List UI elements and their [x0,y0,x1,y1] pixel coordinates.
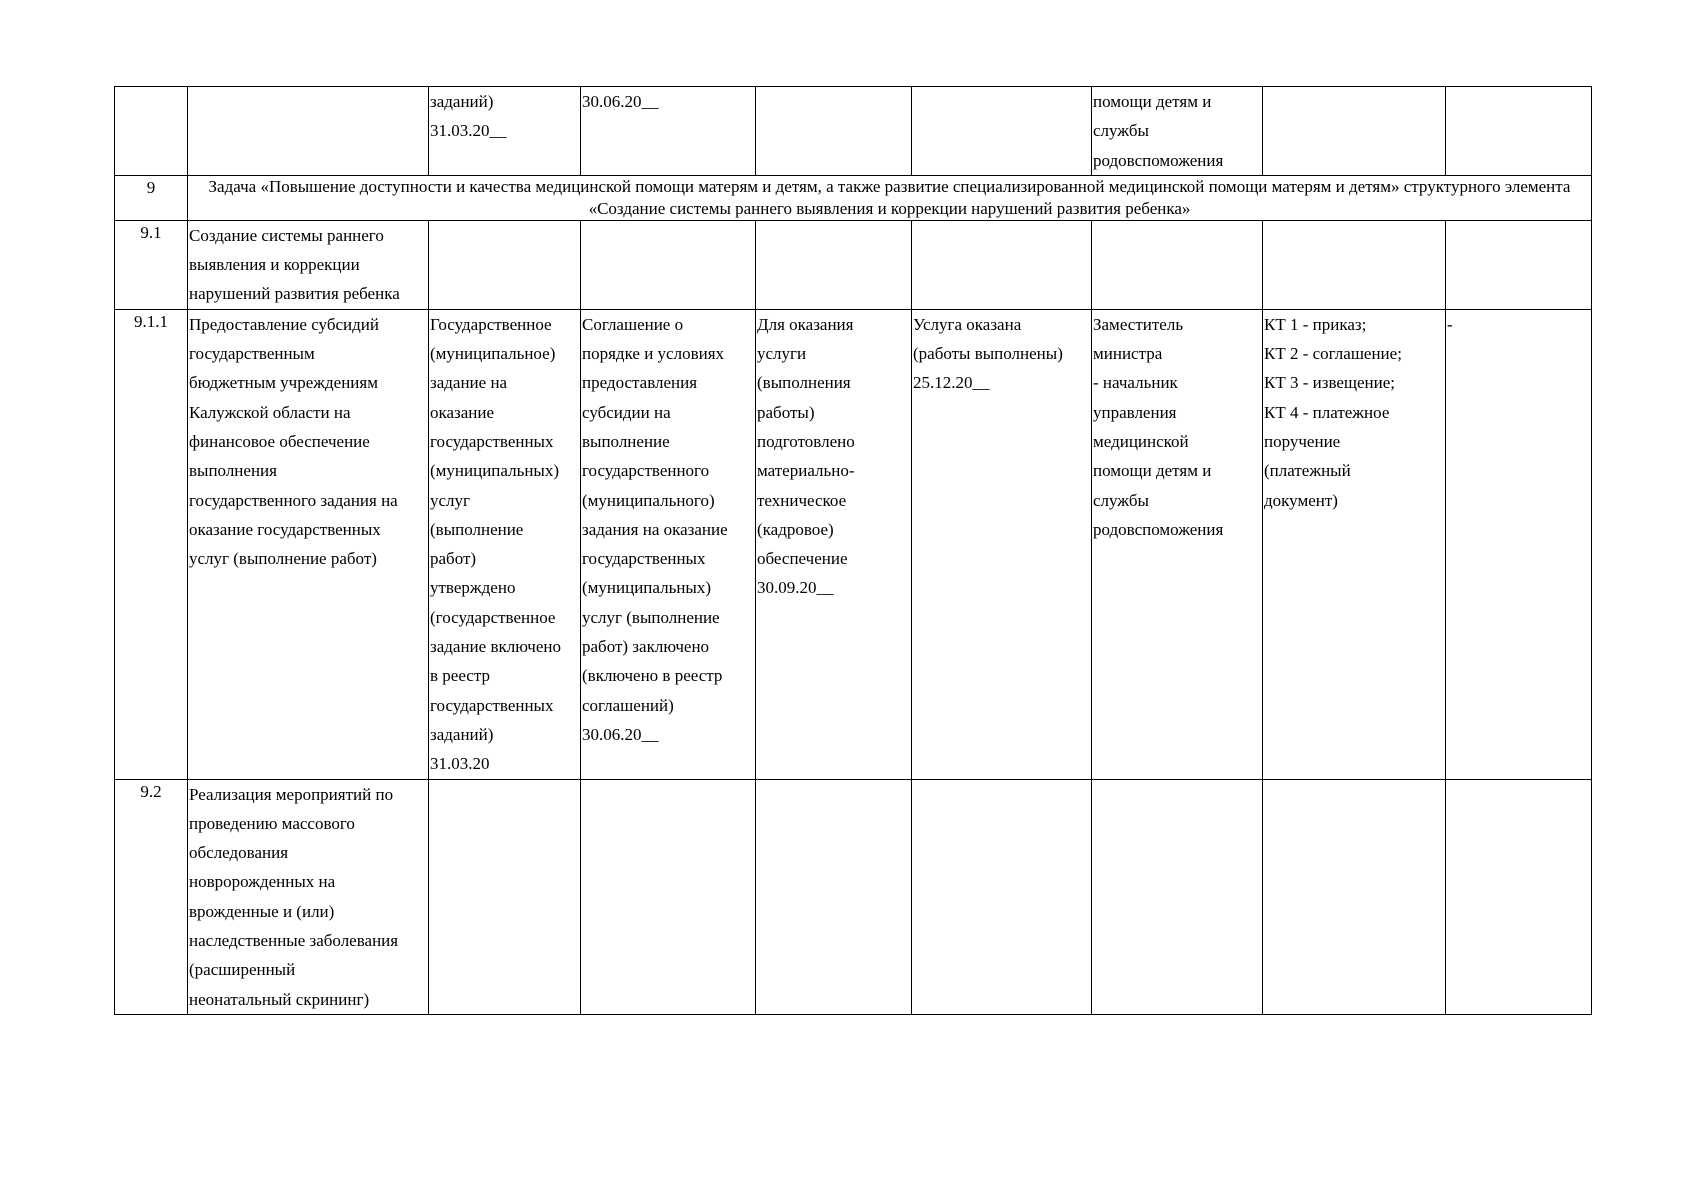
cell-checkpoint-2: Соглашение о порядке и условиях предоставления субсидии на выполнение государственного (муниципального) задания на оказание государственных (муниципальных) услуг (выполнение работ) заключено (включено в реестр соглашений) 30.06.20__ [581,309,756,779]
cell-checkpoint-4 [912,220,1092,309]
table-row-task [115,175,1592,220]
cell-checkpoint-3 [756,779,912,1014]
cell-documents: КТ 1 - приказ; КТ 2 - соглашение; КТ 3 - извещение; КТ 4 - платежное поручение (платежный документ) [1263,309,1446,779]
cell-num: 9.1.1 [115,309,188,779]
cell-responsible [1092,779,1263,1014]
cell-responsible: помощи детям и службы родовспоможения [1092,87,1263,176]
cell-documents [1263,220,1446,309]
cell-num: 9.1 [115,220,188,309]
cell-checkpoint-2: 30.06.20__ [581,87,756,176]
cell-documents [1263,87,1446,176]
table-row-9-1 [115,220,1592,309]
cell-checkpoint-1 [429,220,581,309]
cell-checkpoint-3 [756,220,912,309]
cell-checkpoint-1 [429,779,581,1014]
cell-extra [1446,779,1592,1014]
cell-num: 9 [115,175,188,220]
cell-name [188,87,429,176]
cell-num: 9.2 [115,779,188,1014]
cell-checkpoint-2 [581,779,756,1014]
cell-documents [1263,779,1446,1014]
cell-checkpoint-1: Государственное (муниципальное) задание на оказание государственных (муниципальных) услуг (выполнение работ) утверждено (государственное задание включено в реестр государственных заданий) 31.03.20 [429,309,581,779]
cell-checkpoint-3 [756,87,912,176]
table-row-continuation [115,87,1592,176]
cell-checkpoint-4 [912,779,1092,1014]
plan-table [114,86,1592,1015]
cell-responsible [1092,220,1263,309]
cell-extra: - [1446,309,1592,779]
cell-checkpoint-2 [581,220,756,309]
cell-name: Реализация мероприятий по проведению массового обследования новророжденных на врожденные и (или) наследственные заболевания (расширенный неонатальный скрининг) [188,779,429,1014]
table-row-9-1-1 [115,309,1592,779]
cell-checkpoint-4: Услуга оказана (работы выполнены) 25.12.20__ [912,309,1092,779]
cell-name: Предоставление субсидий государственным бюджетным учреждениям Калужской области на финансовое обеспечение выполнения государственного задания на оказание государственных услуг (выполнение работ) [188,309,429,779]
cell-task-text: Задача «Повышение доступности и качества медицинской помощи матерям и детям, а также развитие специализированной медицинской помощи матерям и детям» структурного элемента «Создание системы раннего выявления и коррекции нарушений развития ребенка» [188,175,1592,220]
cell-checkpoint-4 [912,87,1092,176]
cell-extra [1446,220,1592,309]
cell-responsible: Заместитель министра - начальник управления медицинской помощи детям и службы родовспоможения [1092,309,1263,779]
table-row-9-2 [115,779,1592,1014]
cell-num [115,87,188,176]
cell-checkpoint-3: Для оказания услуги (выполнения работы) подготовлено материально- техническое (кадровое) обеспечение 30.09.20__ [756,309,912,779]
cell-name: Создание системы раннего выявления и коррекции нарушений развития ребенка [188,220,429,309]
cell-extra [1446,87,1592,176]
cell-checkpoint-1: заданий) 31.03.20__ [429,87,581,176]
